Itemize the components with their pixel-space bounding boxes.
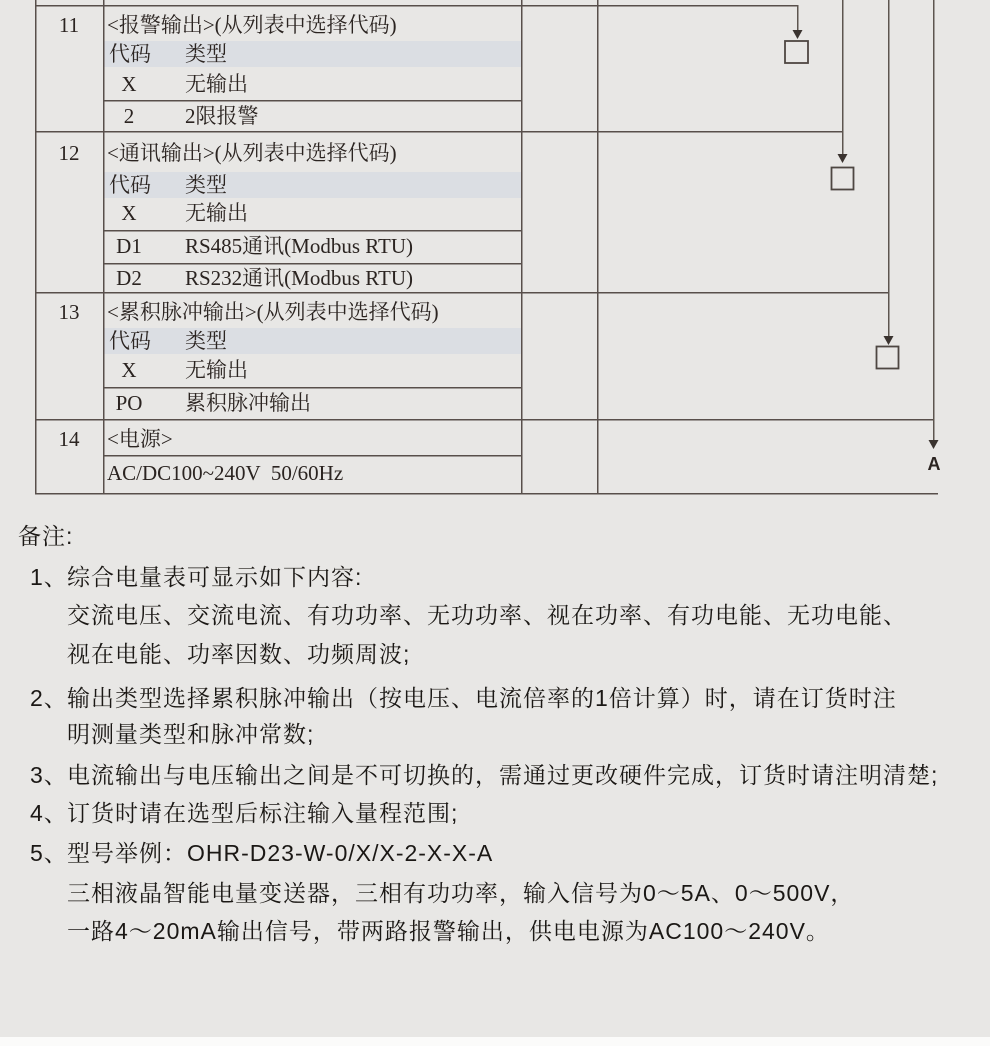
row-title: <报警输出>(从列表中选择代码) [107,13,397,37]
code-position-box [785,41,808,63]
arrow-down-icon [793,30,803,39]
row-number: 12 [58,141,80,165]
note-number: 3、 [30,762,68,788]
note-number: 2、 [30,685,68,711]
row-number: 11 [58,13,80,37]
note-line: 输出类型选择累积脉冲输出（按电压、电流倍率的1倍计算）时，请在订货时注 [67,685,897,711]
option-code: 2 [123,104,135,128]
note-line: 三相液晶智能电量变送器，三相有功功率，输入信号为0～5A、0～500V， [67,880,855,906]
row-title: <累积脉冲输出>(从列表中选择代码) [107,300,439,324]
option-code: X [121,201,137,225]
code-position-box [832,168,854,190]
code-column-header: 代码 [109,329,151,353]
notes-heading: 备注: [18,523,74,549]
option-code: X [121,358,137,382]
row-number: 14 [58,427,80,451]
code-position-box [877,347,899,369]
connector-lines [798,0,934,440]
page-bottom-margin [0,1037,990,1046]
type-column-header: 类型 [185,329,227,353]
option-type: 无输出 [185,201,248,225]
note-line: 视在电能、功率因数、功频周波; [67,641,411,667]
arrow-down-icons [793,30,939,449]
row-title: <通讯输出>(从列表中选择代码) [107,141,397,165]
code-column-header: 代码 [109,42,151,66]
note-line: 订货时请在选型后标注输入量程范围; [67,800,459,826]
note-line: 交流电压、交流电流、有功功率、无功功率、视在功率、有功电能、无功电能、 [67,602,907,628]
type-column-header: 类型 [185,173,227,197]
suffix-code-a: A [927,454,941,474]
option-code: D1 [116,234,142,258]
arrow-down-icon [884,336,894,345]
arrow-down-icon [929,440,939,449]
option-type: 无输出 [185,72,248,96]
row-title: <电源> [107,427,173,451]
row-number: 13 [58,300,80,324]
note-line: 型号举例：OHR-D23-W-0/X/X-2-X-X-A [67,840,494,866]
option-code: PO [115,391,143,415]
note-line: 电流输出与电压输出之间是不可切换的，需通过更改硬件完成，订货时请注明清楚; [67,762,939,788]
note-line: 综合电量表可显示如下内容: [67,564,363,590]
note-line: 明测量类型和脉冲常数; [67,721,315,747]
note-number: 4、 [30,800,68,826]
option-type: 无输出 [185,358,248,382]
note-number: 1、 [30,564,68,590]
type-column-header: 类型 [185,42,227,66]
option-code: D2 [116,266,142,290]
option-type: 累积脉冲输出 [185,391,311,415]
note-number: 5、 [30,840,68,866]
option-type: 2限报警 [185,104,259,128]
power-spec: AC/DC100~240V 50/60Hz [107,461,344,485]
option-type: RS485通讯(Modbus RTU) [185,234,414,258]
option-type: RS232通讯(Modbus RTU) [185,266,414,290]
note-line: 一路4～20mA输出信号，带两路报警输出，供电电源为AC100～240V。 [67,918,830,944]
arrow-down-icon [838,154,848,163]
code-column-header: 代码 [109,173,151,197]
option-code: X [121,72,137,96]
table-grid [35,0,938,494]
